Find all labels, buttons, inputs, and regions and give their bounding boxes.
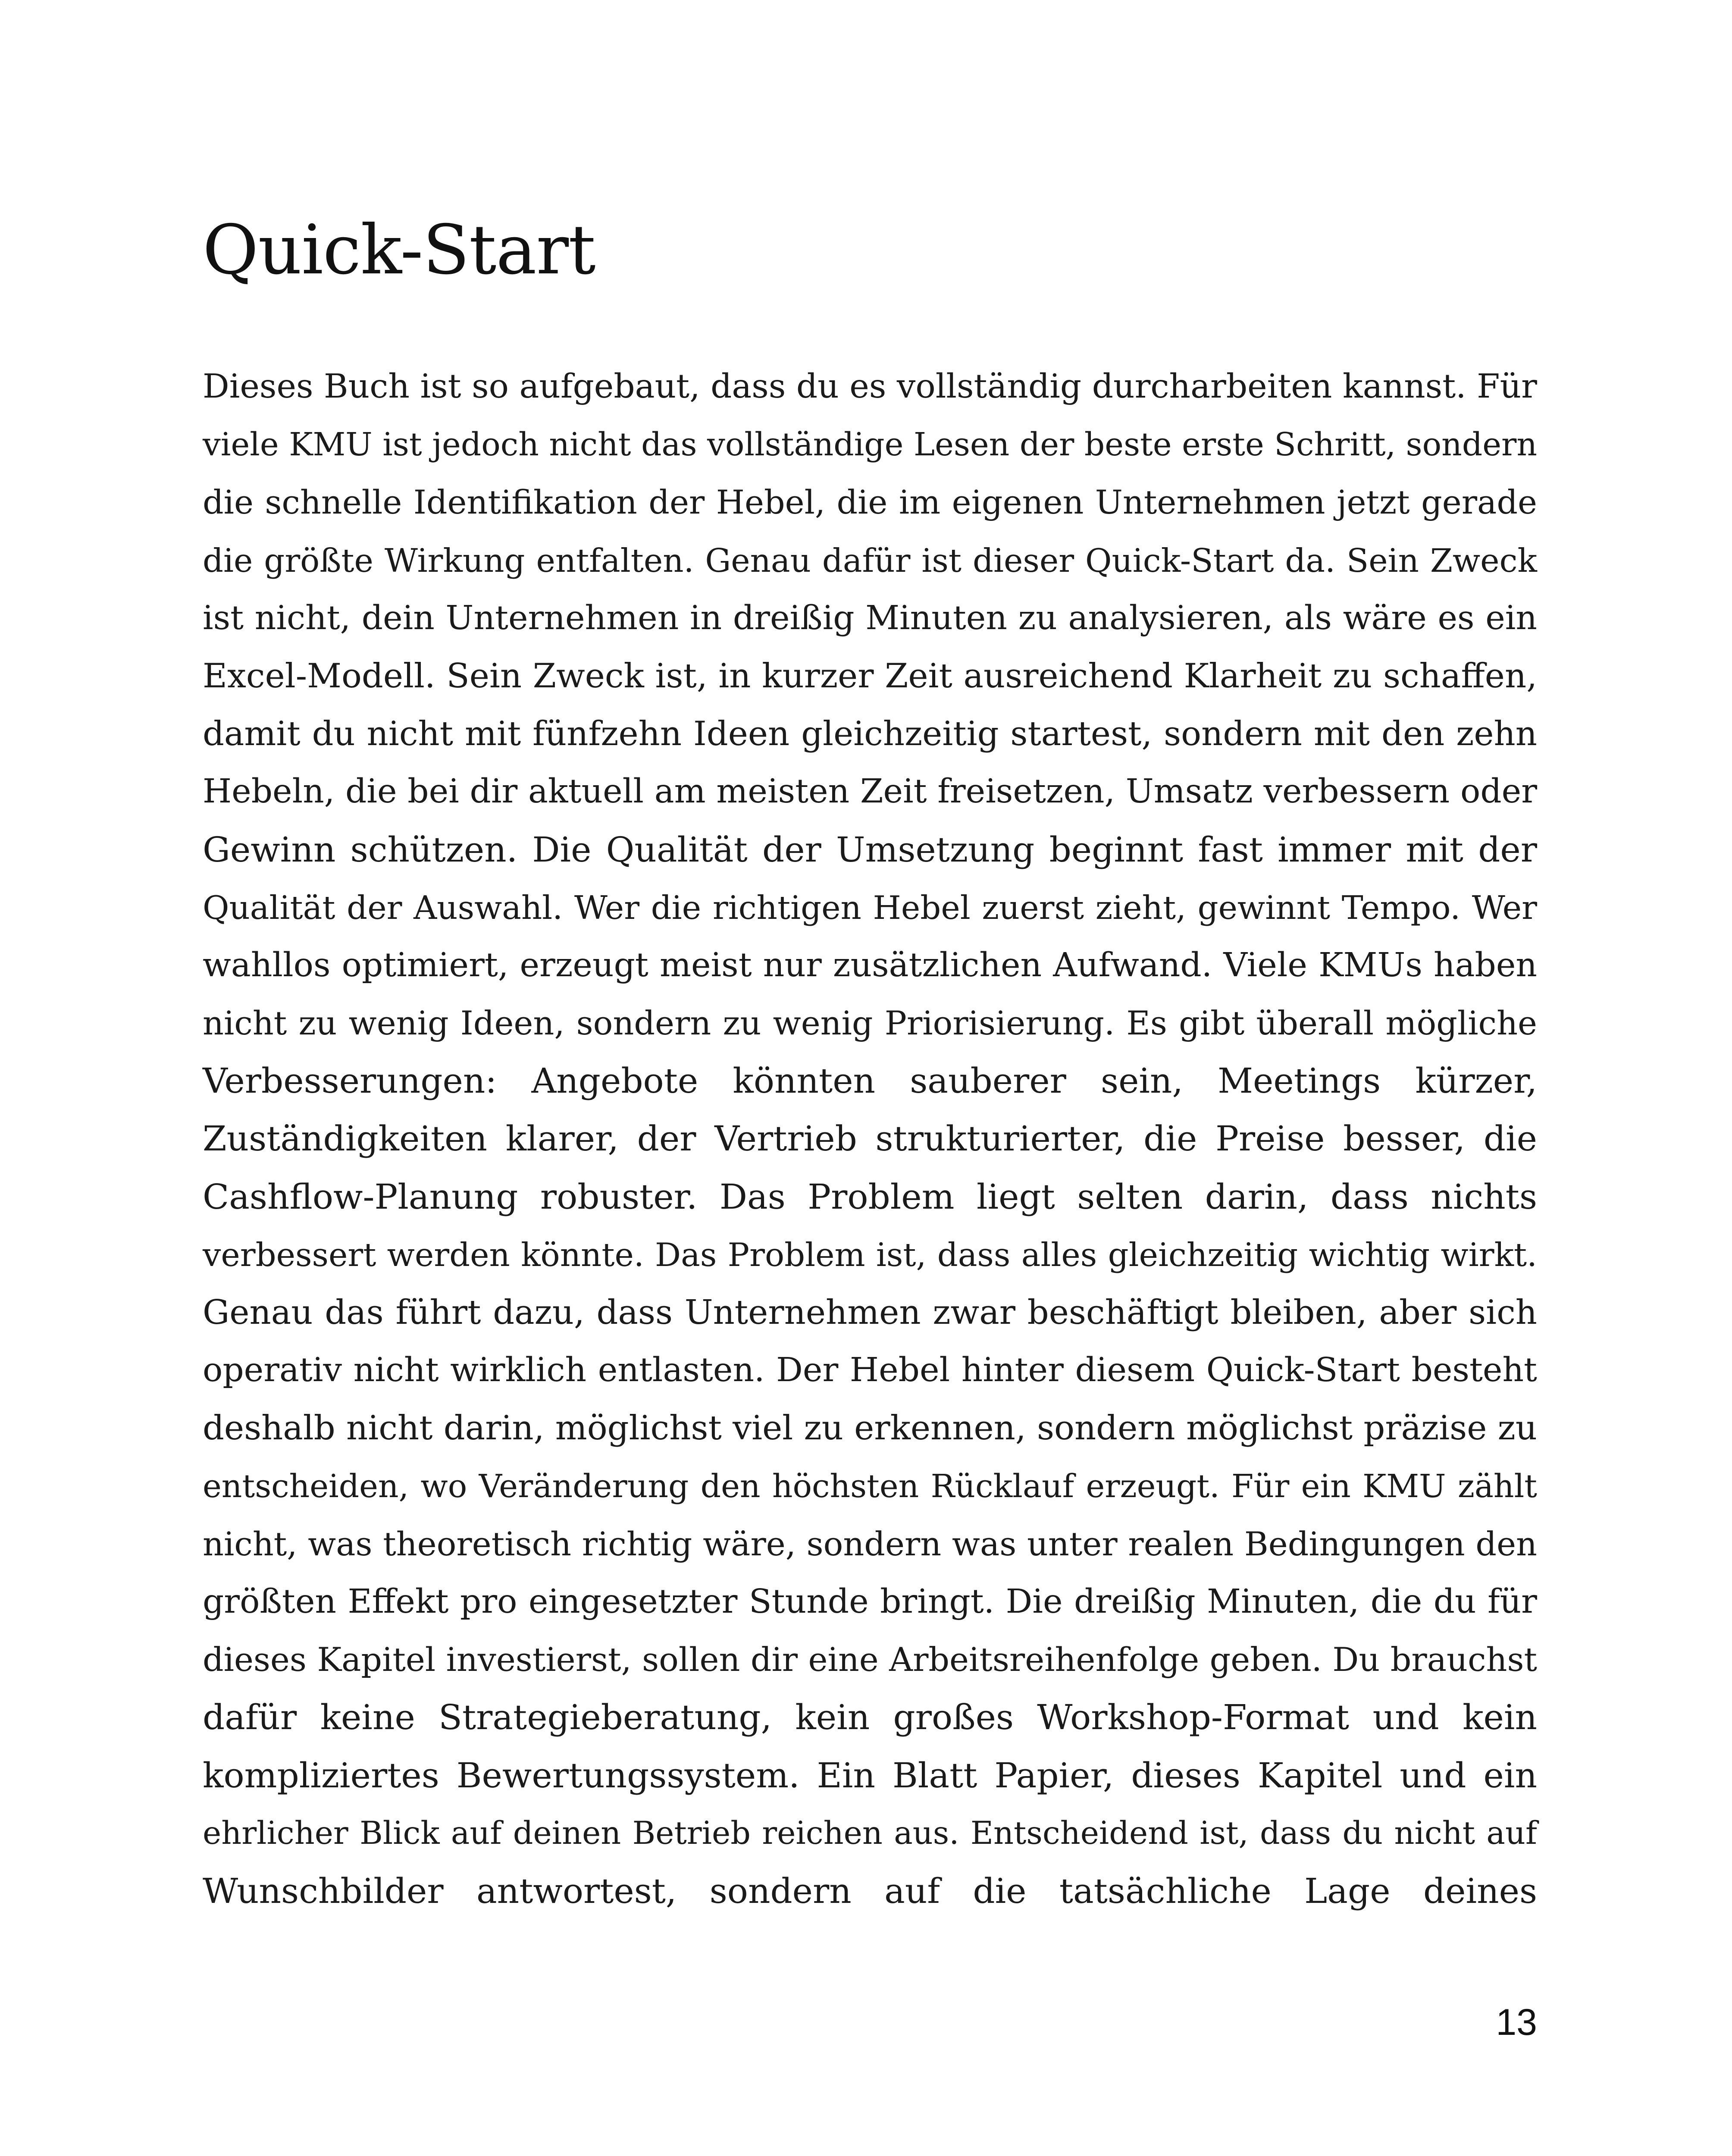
- text-line: entscheiden, wo Veränderung den höchsten Rücklauf erzeugt. Für ein KMU zählt: [203, 1467, 1537, 1505]
- text-line: verbessert werden könnte. Das Problem ist, dass alles gleichzeitig wichtig wirkt.: [203, 1235, 1537, 1274]
- text-line: operativ nicht wirklich entlasten. Der Hebel hinter diesem Quick-Start besteht: [203, 1351, 1537, 1390]
- text-line: ehrlicher Blick auf deinen Betrieb reichen aus. Entscheidend ist, dass du nicht auf: [203, 1814, 1537, 1852]
- body-paragraph: [203, 358, 1537, 1920]
- text-line: Hebeln, die bei dir aktuell am meisten Zeit freisetzen, Umsatz verbessern oder: [203, 772, 1537, 811]
- text-line: die schnelle Identifikation der Hebel, die im eigenen Unternehmen jetzt gerade: [203, 483, 1537, 522]
- text-line: größten Effekt pro eingesetzter Stunde bringt. Die dreißig Minuten, die du für: [203, 1582, 1537, 1621]
- text-line: ist nicht, dein Unternehmen in dreißig Minuten zu analysieren, als wäre es ein: [203, 599, 1537, 637]
- text-line: Dieses Buch ist so aufgebaut, dass du es vollständig durcharbeiten kannst. Für: [203, 367, 1537, 406]
- text-line: wahllos optimiert, erzeugt meist nur zusätzlichen Aufwand. Viele KMUs haben: [203, 946, 1537, 984]
- text-line: nicht zu wenig Ideen, sondern zu wenig Priorisierung. Es gibt überall mögliche: [203, 1004, 1537, 1043]
- page-number: 13: [1496, 2002, 1537, 2043]
- text-line: Genau das führt dazu, dass Unternehmen zwar beschäftigt bleiben, aber sich: [203, 1293, 1537, 1332]
- text-line: Qualität der Auswahl. Wer die richtigen Hebel zuerst zieht, gewinnt Tempo. Wer: [203, 888, 1537, 927]
- text-line: Cashflow-Planung robuster. Das Problem liegt selten darin, dass nichts: [203, 1176, 1537, 1217]
- chapter-title: Quick-Start: [203, 210, 595, 290]
- text-line: deshalb nicht darin, möglichst viel zu erkennen, sondern möglichst präzise zu: [203, 1409, 1537, 1448]
- text-line: nicht, was theoretisch richtig wäre, sondern was unter realen Bedingungen den: [203, 1524, 1537, 1563]
- text-line: Excel-Modell. Sein Zweck ist, in kurzer Zeit ausreichend Klarheit zu schaffen,: [203, 656, 1537, 696]
- text-line: viele KMU ist jedoch nicht das vollständige Lesen der beste erste Schritt, sondern: [203, 426, 1538, 464]
- text-line: die größte Wirkung entfalten. Genau dafür ist dieser Quick-Start da. Sein Zweck: [203, 541, 1537, 580]
- text-line: Verbesserungen: Angebote könnten sauberer sein, Meetings kürzer,: [203, 1061, 1537, 1101]
- text-line: Gewinn schützen. Die Qualität der Umsetzung beginnt fast immer mit der: [203, 829, 1537, 870]
- text-line: Wunschbilder antwortest, sondern auf die tatsächliche Lage deines: [203, 1871, 1537, 1911]
- text-line: damit du nicht mit fünfzehn Ideen gleichzeitig startest, sondern mit den zehn: [203, 714, 1537, 754]
- text-line: dieses Kapitel investierst, sollen dir eine Arbeitsreihenfolge geben. Du brauchst: [203, 1640, 1537, 1679]
- text-line: kompliziertes Bewertungssystem. Ein Blatt Papier, dieses Kapitel und ein: [203, 1755, 1537, 1796]
- text-line: Zuständigkeiten klarer, der Vertrieb strukturierter, die Preise besser, die: [203, 1119, 1537, 1159]
- text-line: dafür keine Strategieberatung, kein großes Workshop-Format und kein: [203, 1697, 1537, 1738]
